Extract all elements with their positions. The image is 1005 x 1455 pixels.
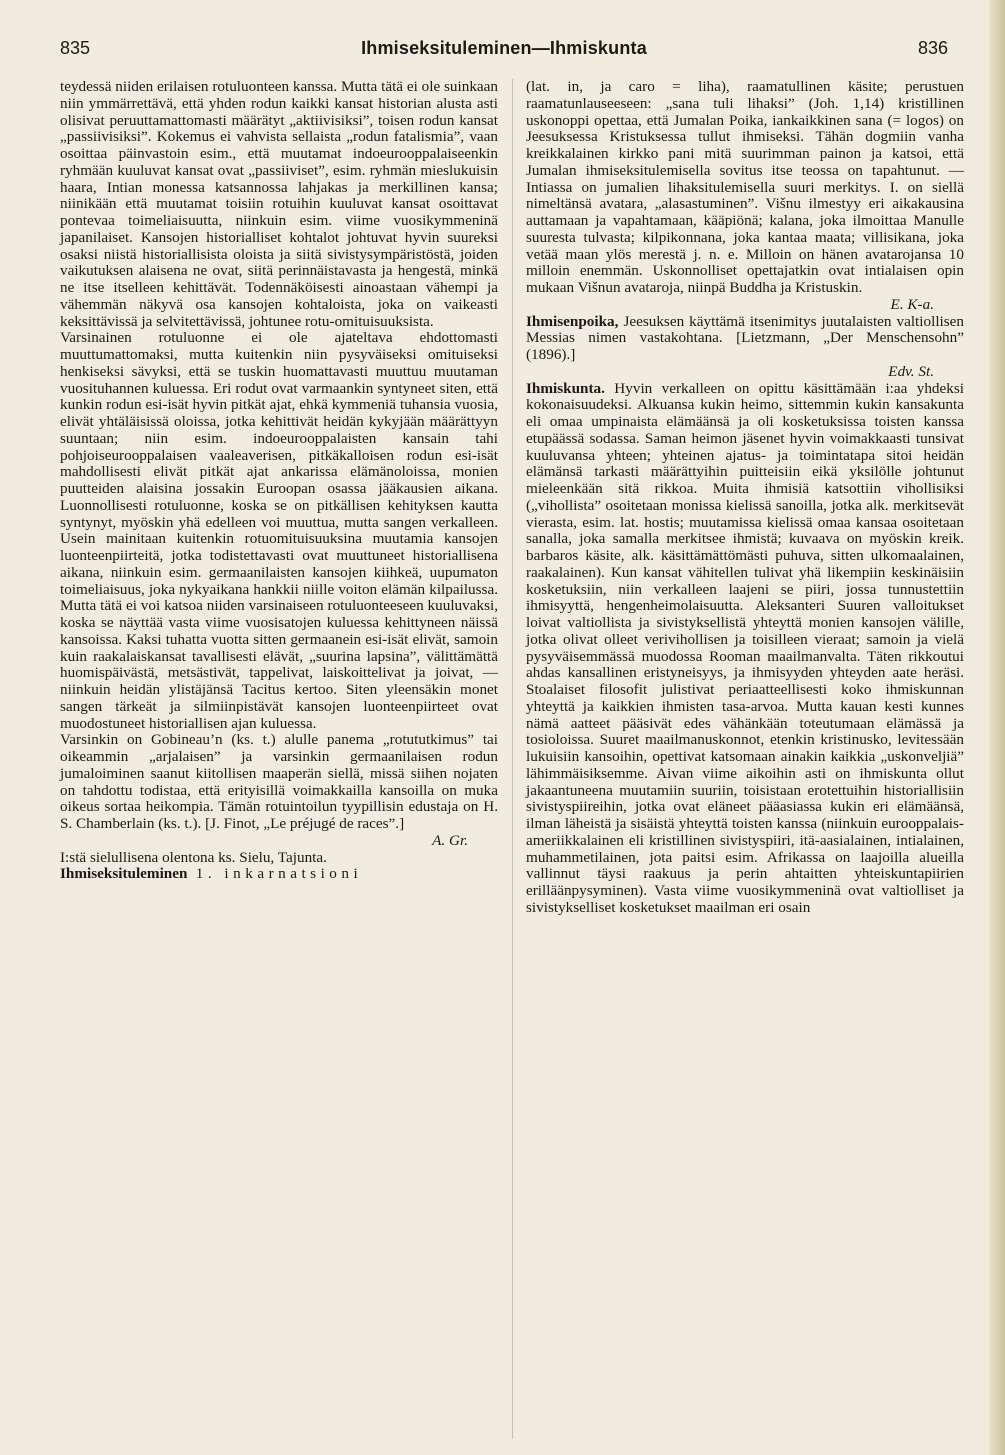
author-signature: Edv. St.	[888, 362, 934, 380]
entry-term: Ihmiskunta.	[526, 379, 605, 397]
paragraph: Varsinainen rotuluonne ei ole ajateltava ehdottomasti muuttumattomaksi, mutta kuitenkin niin pysyväiseksi omituiseksi henkiseksi sävyksi, että se tuskin huomattavasti muuttuu muutaman vuosituhannen kuluessa. Eri rodut ovat varmaankin syntyneet siten, että kunkin rodun esi-isät hyvin pitkät ajat, ehkä kymmeniä tuhansia vuosia, elivät yhtäläisissä oloissa, jotka kehittivät heidän kykyjään määrättyyn suuntaan; niin esim. indoeurooppalaisten kansain tahi pohjoiseurooppalaisen vaaleaverisen, pitkäkalloisen rodun esi-isät mahdollisesti elivät pitkät ajat ankarissa elämänoloissa, monien puutteiden alaisina jossakin Euroopan osassa jääkausien aikana. Luonnollisesti rotuluonne, koska se on pitkällisen kehityksen kautta syntynyt, myöskin yhä edelleen voi muuttua, mutta sangen verkalleen. Usein mainitaan kuitenkin rotuomituisuuksina muutamia kansojen luonteenpiirteitä, jotka todistettavasti ovat muuttuneet historiallisena aikana, niinkuin esim. germaanilaisten kansojen kiihkeä, uupumaton toimeliaisuus, joka nykyaikana hankkii niille voiton elämän kilpailussa. Mutta tätä ei voi katsoa niiden varsinaiseen rotuluonteeseen kuuluvaksi, koska se näyttää vasta viime vuosisatojen kuluessa kehittyneen näissä kansoissa. Kaksi tuhatta vuotta sitten germaanein esi-isät elivät, samoin kuin raakalaiskansat tavallisesti elävät, „suurina lapsina”, välittämättä huomispäivästä, metsästivät, tappelivat, laiskoittelivat ja joivat, — niinkuin heidän ylistäjänsä Tacitus kertoo. Siten yleensäkin monet sangen tärkeät ja silmiinpistävät kansojen luonteenpiirteet ovat muodostuneet historiallisen ajan kuluessa.	[60, 329, 498, 732]
page-number-left: 835	[60, 38, 91, 58]
running-title: Ihmiseksituleminen—Ihmiskunta	[361, 38, 647, 58]
paragraph: Varsinkin on Gobineau’n (ks. t.) alulle panema „rotututkimus” tai oikeammin „arjalaisen” ja varsinkin germaanilaisen rodun jumaloiminen saanut kiitollisen maaperän siellä, missä siihen nojaten on tahdottu todistaa, että erityisillä voimakkailla kansoilla on muka oikeus sortaa heikompia. Tämän rotuintoilun tyypillisin edustaja on H. S. Chamberlain (ks. t.). [J. Finot, „Le préjugé de races”.]	[60, 731, 498, 832]
page-number-right: 836	[917, 38, 948, 58]
author-signature: A. Gr.	[432, 831, 468, 849]
entry-text: Hyvin verkalleen on opittu käsittämään i:aa yhdeksi kokonaisuudeksi. Alkuansa kukin heimo, sittemmin kukin kansakunta eli omaa umpinaista elämäänsä ja oli kosketuksissa toisten kanssa etupäässä sodassa. Saman heimon jäsenet hyvin voimakkaasti tunsivat kuuluvansa yhteen; yhteinen ajatus- ja toimintatapa sitoi heidän elämänsä tarkasti määrättyihin puitteisiin eikä yksilölle johtunut mieleenkään sitä rikkoa. Muita ihmisiä katsottiin vihollisiksi („vihollista” osoitetaan monissa kielissä sanoilla, jotka alk. merkitsevät vierasta, esim. lat. hostis; muutamissa kielissä omaa kansaa osoitetaan sanalla, joka samalla merkitsee ihmistä; kuvaava on myöskin kreik. barbaros käsite, alk. käsittämättömästi puhuva, sitten ulkomaalainen, raakalainen). Kun kansat vähitellen tulivat yhä likempiin keskinäisiin kosketuksiin, niin verkalleen laajeni se piiri, jossa tunnustettiin ihmisyyttä, hengenheimolaisuutta. Aleksanteri Suuren valloitukset loivat valtiollista ja sivistyksellistä yhteyttä monien kansojen välille, jotka olivat olleet verivihollisen ja toisilleen vieraat; samoin ja vielä pysyväisemmässä muodossa Rooman maailmanvalta. Täten rikkoutui ahdas kansallinen eristyneisyys, ja ihmisyyden yhteyden aate heräsi. Stoalaiset filosofit julistivat periaatteellisesti koko ihmiskunnan yhteyttä ja kaikkien ihmisten tasa-arvoa. Mutta kauan kesti kunnes nämä aatteet pääsivät edes vähänkään toteutumaan elämässä ja tosioloissa. Suuret maailmanuskonnot, etenkin kristinusko, levitessään lukuisiin kansoihin, opettivat katsomaan ainakin kaikkia „uskonveljiä” lähimmäisiksemme. Aivan viime aikoihin asti on ihmiskunta ollut jakaantuneena muutamiin suuriin, toisistaan erotettuihin historiallisiin sivistyspiireihin, jotka ovat eläneet pääasiassa kukin eri elämäänsä, ilman läheistä ja sisäistä yhteyttä toisten kanssa (niinkuin eurooppalais-ameriikkalainen eli kristillinen sivistyspiiri, itä-aasialainen, intialainen, muhammetilainen, jota paitsi esim. Afrikassa on laajoilla alueilla vallinnut täysi raakuus ja perin ahtaitten yhteiskuntapiirien erilläänpysyminen). Vasta viime vuosikymmeninä ovat valtiolliset ja sivistykselliset kosketukset maailman eri osain	[526, 379, 964, 916]
entry-text: Jeesuksen käyttämä itsenimitys juutalaisten valtiollisen Messias nimen vastakohtana. [Lietzmann, „Der Menschensohn” (1896).]	[526, 312, 964, 363]
entry-term: Ihmisenpoika,	[526, 312, 619, 330]
entry-ihmiskunta	[526, 381, 964, 917]
cross-reference: I:stä sielullisena olentona ks. Sielu, Tajunta.	[60, 848, 327, 866]
author-signature: E. K-a.	[890, 295, 934, 313]
right-column	[526, 79, 964, 917]
entry-term: Ihmiseksituleminen	[60, 865, 188, 883]
entry-ihmisenpoika	[526, 314, 964, 364]
paragraph: teydessä niiden erilaisen rotuluonteen kanssa. Mutta tätä ei ole suinkaan niin ymmärrettävä, että yhden rodun kaikki kansat historian alusta asti olisivat peruuttamattomasti määrätyt „aktiivisiksi”, toisen rodun kansat „passiivisiksi”. Kokemus ei vahvista sellaista „rodun fatalismia”, vaan osoittaa päinvastoin esim., että muutamat indoeurooppalaiseenkin ryhmään kuuluvat kansat ovat „passiiviset”, esim. ryhmän mieslukuisin haara, Intian monessa katsannossa lahjakas ja merkillinen kansa; niinikään että muutamat toisiin rotuihin kuuluvat kansat osoittavat pontevaa toimeliaisuutta, niinkuin esim. viime vuosikymmeninä japanilaiset. Kansojen historialliset kohtalot johtuvat hyvin suureksi osaksi niistä historiallisista oloista ja siitä sivistysympäristöstä, joiden vaikutuksen alaisena ne ovat, siitä perinnäistavasta ja hengestä, minkä ne itse itselleen kehittävät. Todennäköisesti ainoastaan vähempi ja vähemmän näkyvä osa kansojen kohtaloista, joka on vaikeasti keksittävissä ja selvitettävissä, johtunee rotu-omituisuuksista.	[60, 78, 498, 330]
column-divider	[512, 79, 513, 1439]
paragraph: (lat. in, ja caro = liha), raamatullinen käsite; perustuen raamatunlauseeseen: „sana tuli lihaksi” (Joh. 1,14) kristillinen uskonoppi opettaa, että Jumalan Poika, iankaikkinen sana (= logos) on Jeesuksessa Kristuksessa tullut ihmiseksi. Tähän dogmiin vanha kreikkalainen kirkko pani mitä suurimman painon ja katsoi, että Jumalan ihmiseksitulemisella sovitus itse teossa on tapahtunut. — Intiassa on jumalien lihaksitulemisella suuri merkitys. I. on siellä nimeltänsä avatara, „alasastuminen”. Višnu ilmestyy eri aikakausina auttamaan ja vapahtamaan, kääpiönä; kalana, joka ilmoittaa Manulle suuresta tulvasta; kilpikonnana, joka kantaa maata; villisikana, joka vetää maan ylös merestä j. n. e. Milloin on hänen avatarojansa 10 milloin enemmän. Uskonnolliset opettajatkin ovat intialaisen opin mukaan Višnun avataroja, niinpä Buddha ja Kristuskin.	[526, 78, 964, 296]
entry-text: 1. inkarnatsioni	[187, 865, 363, 883]
left-column	[60, 79, 498, 883]
page-edge-shadow	[989, 0, 1005, 1455]
running-header	[60, 38, 948, 62]
entry-ihmiseksituleminen	[60, 866, 498, 883]
